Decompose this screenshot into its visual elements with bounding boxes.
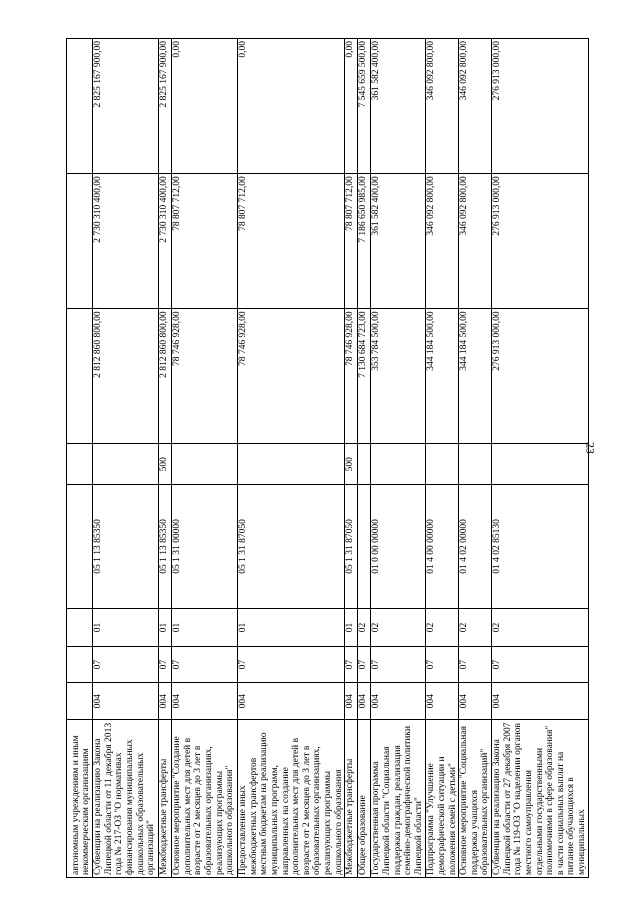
- table-row: [459, 39, 492, 878]
- row-kind: [238, 444, 345, 485]
- row-year2: 276 913 000,00: [492, 174, 589, 309]
- row-name: Субвенция на реализацию Закона Липецкой области от 27 декабря 2007 года № 119-ОЗ "О наделении органов местного самоуправления отдельными государственными полномочиями в сфере образования" в части социальных выплат на питание обучающихся в муниципальных: [492, 720, 589, 878]
- row-target: 01 4 02 85130: [492, 485, 589, 609]
- row-year1: 78 746 928,00: [345, 309, 358, 444]
- row-name: Подпрограмма "Улучшение демографической ситуации и положения семей с детьми": [426, 720, 459, 878]
- row-name: Государственная программа Липецкой области "Социальная поддержка граждан, реализация семейно-демографической политики Липецкой области": [371, 720, 426, 878]
- row-year1: 353 784 500,00: [371, 309, 426, 444]
- table-row: [159, 39, 172, 878]
- row-target: 05 1 13 85350: [159, 485, 172, 609]
- row-admin: 004: [492, 683, 589, 720]
- row-subsection: 01: [238, 608, 345, 646]
- row-subsection: 02: [426, 608, 459, 646]
- row-target: [67, 485, 93, 609]
- row-year2: 346 092 800,00: [426, 174, 459, 309]
- row-admin: 004: [358, 683, 371, 720]
- row-year3: 361 582 400,00: [371, 39, 426, 174]
- row-admin: 004: [159, 683, 172, 720]
- row-kind: [67, 444, 93, 485]
- row-section: [67, 647, 93, 683]
- row-admin: [67, 683, 93, 720]
- row-target: 05 1 13 85350: [93, 485, 159, 609]
- table-row: [172, 39, 238, 878]
- row-kind: [358, 444, 371, 485]
- row-year1: 78 746 928,00: [172, 309, 238, 444]
- row-kind: [426, 444, 459, 485]
- row-name: Предоставление иных межбюджетных трансфертов местным бюджетам на реализацию муниципальных программ, направленных на создание дополнительных мест для детей в возрасте от 2 месяцев до 3 лет в образовательных организациях, реализующих программы дошкольного образования: [238, 720, 345, 878]
- row-year2: 361 582 400,00: [371, 174, 426, 309]
- row-year3: 346 092 800,00: [459, 39, 492, 174]
- row-name: Межбюджетные трансферты: [345, 720, 358, 878]
- row-admin: 004: [238, 683, 345, 720]
- row-year3: 276 913 000,00: [492, 39, 589, 174]
- row-section: 07: [345, 647, 358, 683]
- row-section: 07: [358, 647, 371, 683]
- budget-table: [66, 38, 589, 878]
- row-subsection: 02: [371, 608, 426, 646]
- row-section: 07: [93, 647, 159, 683]
- table-row: [358, 39, 371, 878]
- table-row: [426, 39, 459, 878]
- row-admin: 004: [426, 683, 459, 720]
- table-row: [238, 39, 345, 878]
- row-admin: 004: [172, 683, 238, 720]
- row-subsection: 02: [492, 608, 589, 646]
- row-name: Субвенции на реализацию Закона Липецкой области от 11 декабря 2013 года № 217-ОЗ "О нормативах финансирования муниципальных дошкольных образовательных организаций": [93, 720, 159, 878]
- row-target: 01 0 00 00000: [371, 485, 426, 609]
- row-year1: 7 130 684 723,00: [358, 309, 371, 444]
- row-kind: [371, 444, 426, 485]
- row-year2: 2 730 310 400,00: [93, 174, 159, 309]
- row-target: 01 4 00 00000: [426, 485, 459, 609]
- row-year1: 344 184 500,00: [459, 309, 492, 444]
- row-admin: 004: [345, 683, 358, 720]
- table-row: [492, 39, 589, 878]
- row-name: Общее образование: [358, 720, 371, 878]
- row-subsection: [67, 608, 93, 646]
- row-year1: 78 746 928,00: [238, 309, 345, 444]
- row-kind: 500: [159, 444, 172, 485]
- budget-table-frame: [66, 38, 587, 878]
- row-admin: 004: [93, 683, 159, 720]
- row-subsection: 02: [459, 608, 492, 646]
- row-subsection: 02: [358, 608, 371, 646]
- row-section: 07: [371, 647, 426, 683]
- row-kind: [93, 444, 159, 485]
- table-row: [345, 39, 358, 878]
- row-year3: 0,00: [172, 39, 238, 174]
- row-year2: 78 807 712,00: [172, 174, 238, 309]
- row-name: автономным учреждениям и иным некоммерческим организациям: [67, 720, 93, 878]
- row-year3: 0,00: [345, 39, 358, 174]
- row-target: 05 1 31 87050: [345, 485, 358, 609]
- row-subsection: 01: [159, 608, 172, 646]
- row-target: 05 1 31 00000: [172, 485, 238, 609]
- row-subsection: 01: [345, 608, 358, 646]
- row-section: 07: [172, 647, 238, 683]
- row-target: 05 1 31 87050: [238, 485, 345, 609]
- row-year3: 0,00: [238, 39, 345, 174]
- row-target: [358, 485, 371, 609]
- row-year2: 2 730 310 400,00: [159, 174, 172, 309]
- row-subsection: 01: [172, 608, 238, 646]
- row-year2: 7 186 650 985,00: [358, 174, 371, 309]
- row-kind: [172, 444, 238, 485]
- row-year1: 2 812 860 800,00: [93, 309, 159, 444]
- row-year2: 78 807 712,00: [238, 174, 345, 309]
- row-year1: 276 913 000,00: [492, 309, 589, 444]
- table-row: [67, 39, 93, 878]
- row-section: 07: [159, 647, 172, 683]
- row-admin: 004: [371, 683, 426, 720]
- row-section: 07: [238, 647, 345, 683]
- row-year1: [67, 309, 93, 444]
- row-year1: 2 812 860 800,00: [159, 309, 172, 444]
- table-row: [93, 39, 159, 878]
- row-year2: 346 092 800,00: [459, 174, 492, 309]
- row-year3: 2 825 167 900,00: [159, 39, 172, 174]
- row-subsection: 01: [93, 608, 159, 646]
- row-year3: 7 545 659 500,00: [358, 39, 371, 174]
- page-number: 23: [583, 442, 598, 454]
- row-section: 07: [426, 647, 459, 683]
- row-name: Основное мероприятие "Создание дополнительных мест для детей в возрасте от 2 месяцев до 3 лет в образовательных организациях, реализующих программы дошкольного образования": [172, 720, 238, 878]
- row-year3: [67, 39, 93, 174]
- table-row: [371, 39, 426, 878]
- row-year2: [67, 174, 93, 309]
- row-name: Основное мероприятие "Социальная поддержка учащихся образовательных организаций": [459, 720, 492, 878]
- row-year3: 346 092 800,00: [426, 39, 459, 174]
- row-kind: [492, 444, 589, 485]
- row-name: Межбюджетные трансферты: [159, 720, 172, 878]
- row-year3: 2 825 167 900,00: [93, 39, 159, 174]
- row-admin: 004: [459, 683, 492, 720]
- row-year2: 78 807 712,00: [345, 174, 358, 309]
- row-target: 01 4 02 00000: [459, 485, 492, 609]
- row-kind: 500: [345, 444, 358, 485]
- row-year1: 344 184 500,00: [426, 309, 459, 444]
- row-section: 07: [459, 647, 492, 683]
- row-kind: [459, 444, 492, 485]
- row-section: 07: [492, 647, 589, 683]
